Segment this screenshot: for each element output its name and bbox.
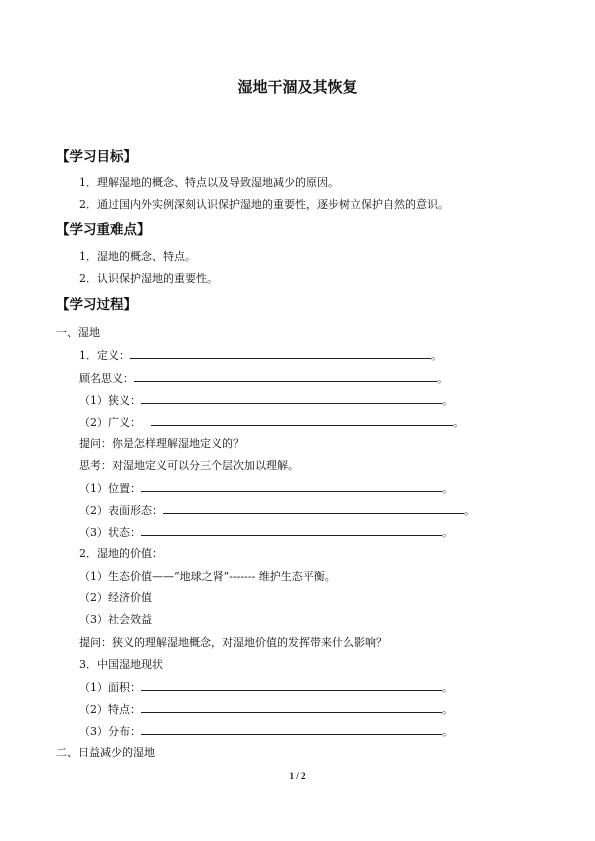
answer-blank[interactable] xyxy=(141,724,442,735)
period: 。 xyxy=(442,725,453,738)
answer-blank[interactable] xyxy=(151,415,453,426)
fill-line-surface-form xyxy=(79,503,475,517)
answer-blank[interactable] xyxy=(141,702,442,713)
section-heading-process: 【学习过程】 xyxy=(56,297,137,313)
field-label: （1）狭义： xyxy=(79,394,141,407)
question-text: 提问：狭义的理解湿地概念，对湿地价值的发挥带来什么影响？ xyxy=(79,636,387,649)
period: 。 xyxy=(442,681,453,694)
answer-blank[interactable] xyxy=(163,503,464,514)
field-label: 1．定义： xyxy=(79,349,130,362)
period: 。 xyxy=(464,504,475,517)
period: 。 xyxy=(453,416,464,429)
answer-blank[interactable] xyxy=(130,348,431,359)
field-label: （2）广义： xyxy=(79,416,141,429)
objective-item: 2．通过国内外实例深刻认识保护湿地的重要性，逐步树立保护自然的意识。 xyxy=(79,198,449,211)
answer-blank[interactable] xyxy=(141,481,442,492)
part-heading: 一、湿地 xyxy=(56,326,100,339)
subheading-value: 2．湿地的价值： xyxy=(79,547,163,560)
answer-blank[interactable] xyxy=(134,371,437,382)
document-title: 湿地干涸及其恢复 xyxy=(237,78,358,96)
fill-line-area xyxy=(79,680,453,694)
period: 。 xyxy=(437,372,448,385)
think-text: 思考：对湿地定义可以分三个层次加以理解。 xyxy=(79,459,299,472)
field-label: （1）面积： xyxy=(79,681,141,694)
field-label: （3）分布： xyxy=(79,725,141,738)
value-item: （2）经济价值 xyxy=(79,591,152,604)
field-label: 顾名思义： xyxy=(79,372,134,385)
fill-line-literal-meaning xyxy=(79,371,448,385)
objective-item: 1．理解湿地的概念、特点以及导致湿地减少的原因。 xyxy=(79,176,339,189)
period: 。 xyxy=(442,703,453,716)
answer-blank[interactable] xyxy=(141,393,442,404)
fill-line-broad xyxy=(79,415,464,429)
fill-line-location xyxy=(79,481,453,495)
section-heading-objectives: 【学习目标】 xyxy=(56,149,137,165)
field-label: （2）表面形态： xyxy=(79,504,163,517)
fill-line-distribution xyxy=(79,724,453,738)
value-item: （3）社会效益 xyxy=(79,613,152,626)
period: 。 xyxy=(431,349,442,362)
answer-blank[interactable] xyxy=(141,680,442,691)
period: 。 xyxy=(442,526,453,539)
period: 。 xyxy=(442,482,453,495)
section-heading-key-points: 【学习重难点】 xyxy=(56,222,151,238)
subheading-status: 3．中国湿地现状 xyxy=(79,658,163,671)
key-point-item: 2．认识保护湿地的重要性。 xyxy=(79,272,218,285)
fill-line-definition xyxy=(79,348,442,362)
question-text: 提问：你是怎样理解湿地定义的？ xyxy=(79,437,244,450)
field-label: （2）特点： xyxy=(79,703,141,716)
field-label: （3）状态： xyxy=(79,526,141,539)
fill-line-features xyxy=(79,702,453,716)
field-label: （1）位置： xyxy=(79,482,141,495)
answer-blank[interactable] xyxy=(141,525,442,536)
key-point-item: 1．湿地的概念、特点。 xyxy=(79,250,196,263)
part-heading: 二、日益减少的湿地 xyxy=(56,746,155,759)
period: 。 xyxy=(442,394,453,407)
page-number: 1 / 2 xyxy=(289,771,306,781)
fill-line-narrow xyxy=(79,393,453,407)
fill-line-state xyxy=(79,525,453,539)
value-item: （1）生态价值——“地球之肾”------- 维护生态平衡。 xyxy=(79,570,336,583)
